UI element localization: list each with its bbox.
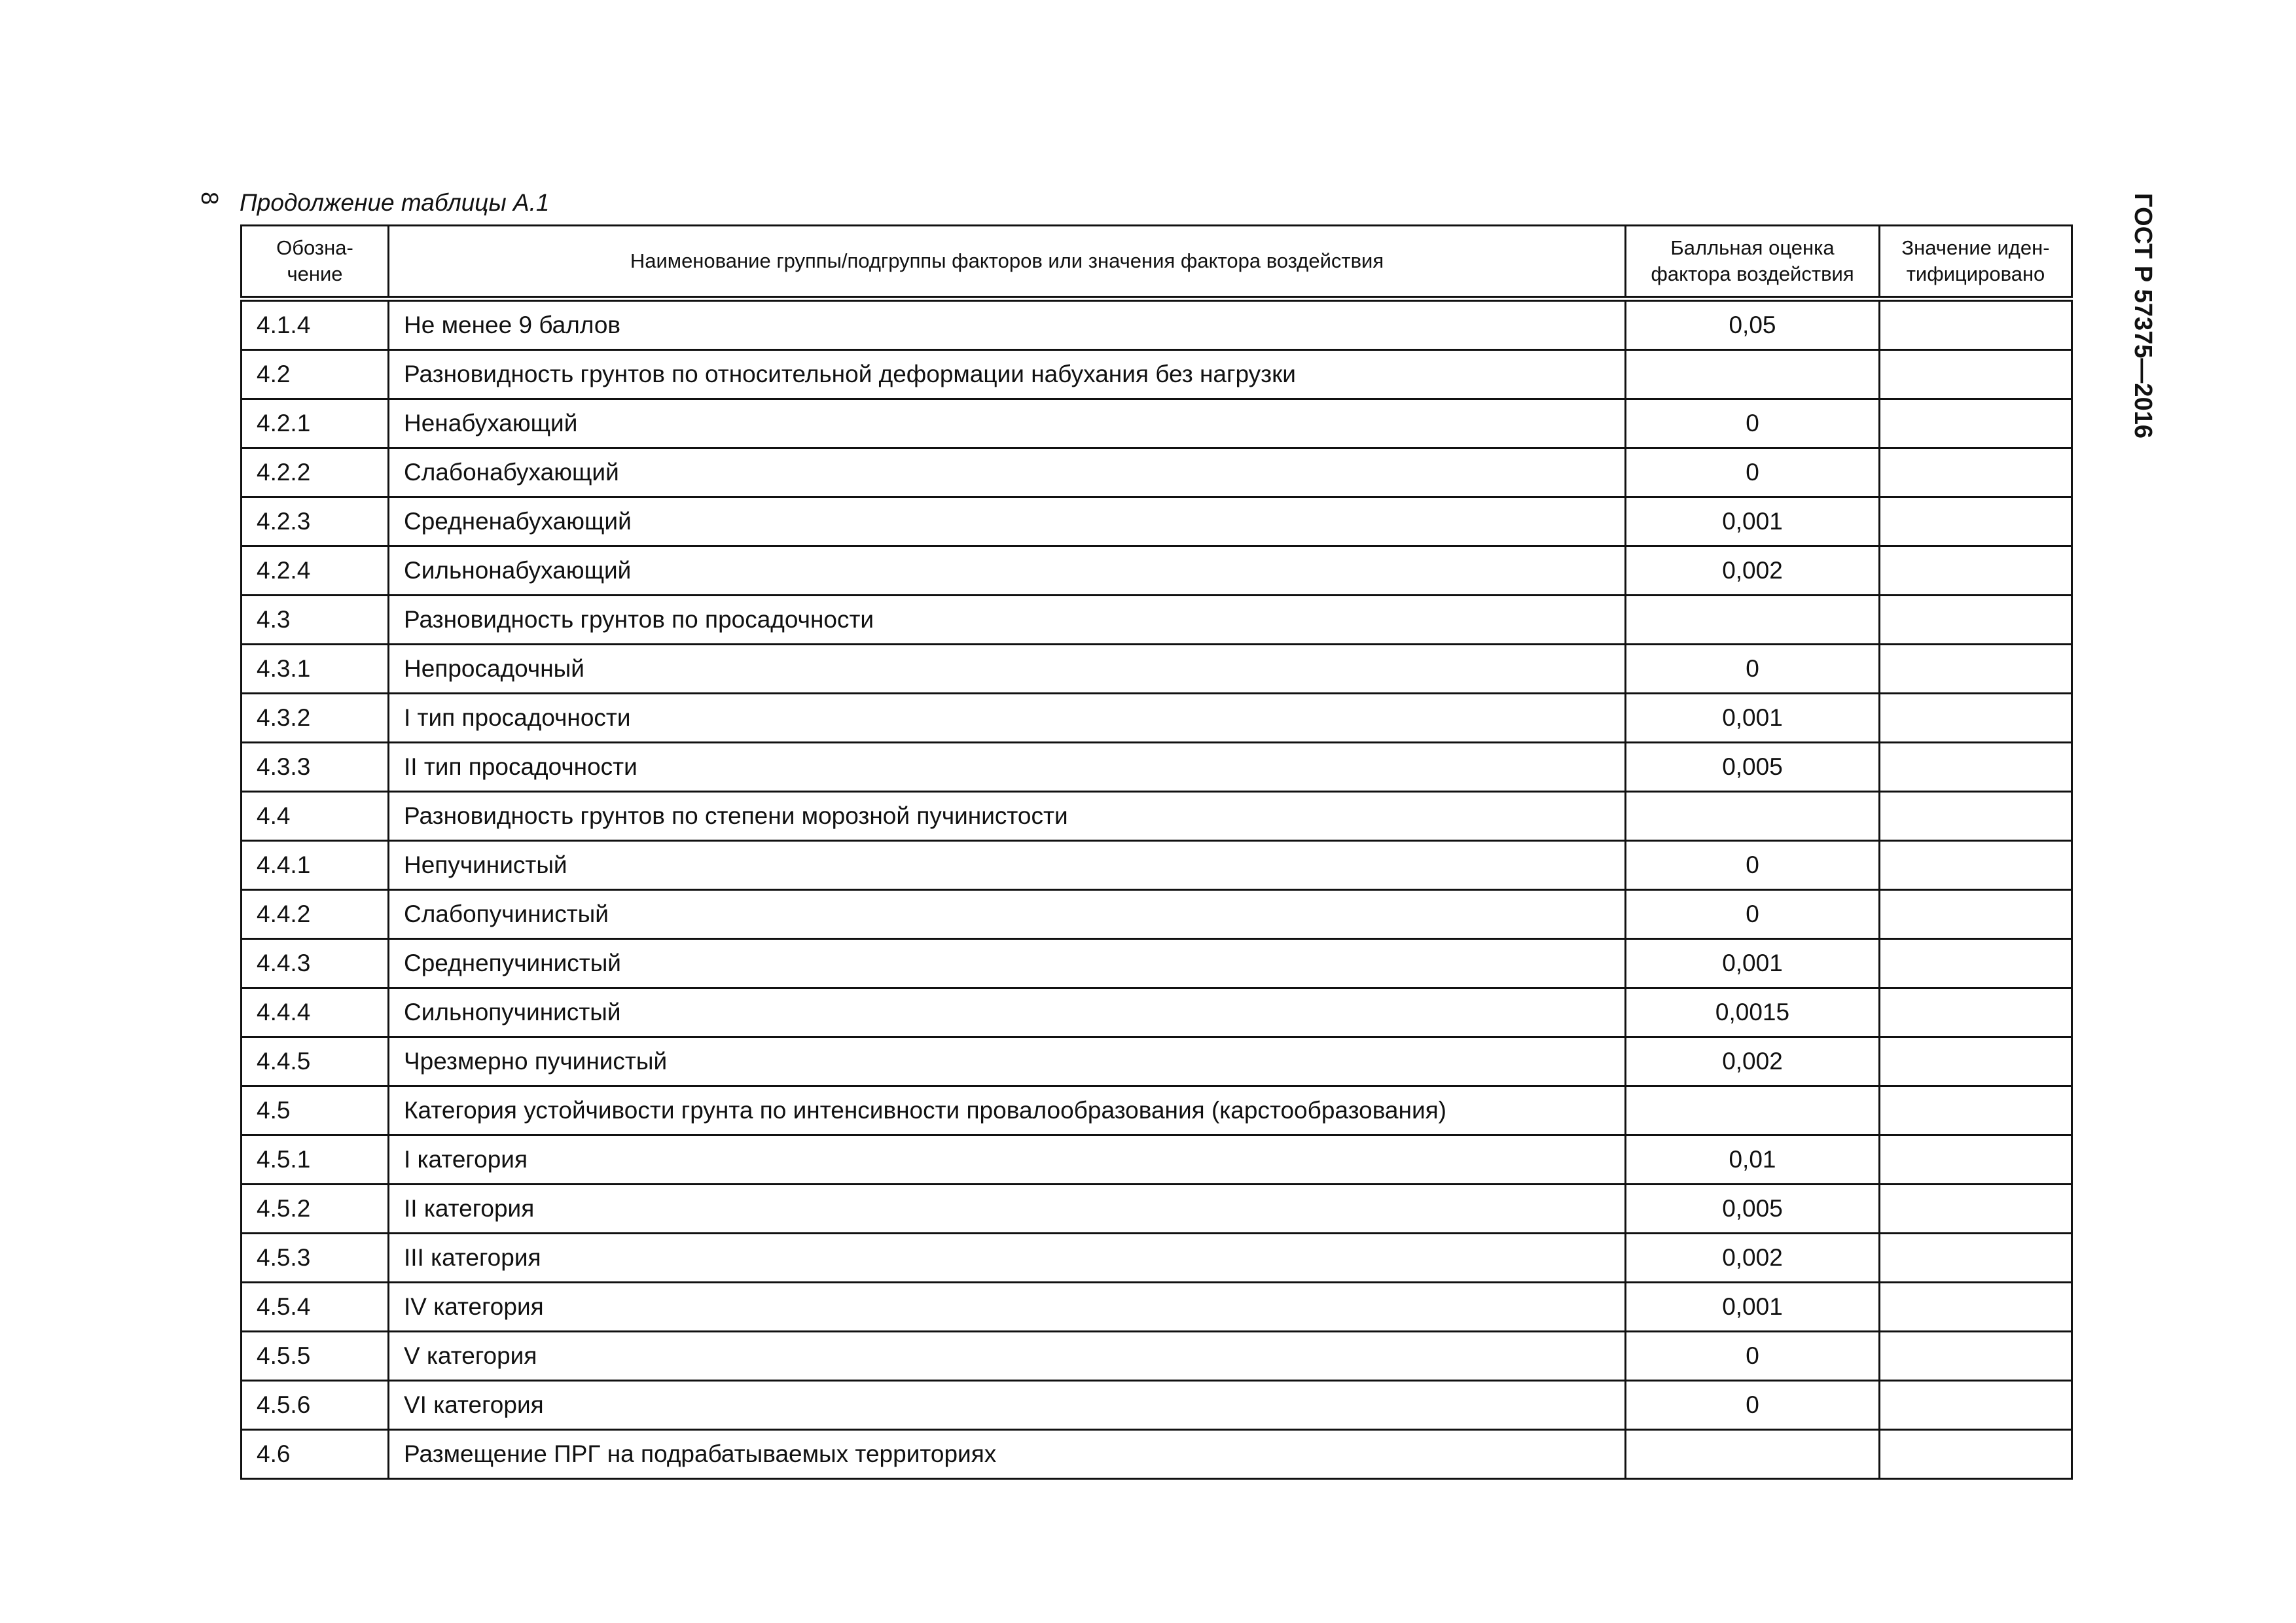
cell-score: 0,05 bbox=[1626, 299, 1880, 350]
cell-score: 0 bbox=[1626, 1381, 1880, 1430]
cell-name: Непучинистый bbox=[389, 841, 1626, 890]
cell-name: Слабопучинистый bbox=[389, 890, 1626, 939]
page-number: 8 bbox=[196, 191, 223, 205]
cell-identified bbox=[1880, 988, 2072, 1037]
cell-name: Среднепучинистый bbox=[389, 939, 1626, 988]
cell-identified bbox=[1880, 1234, 2072, 1283]
cell-code: 4.5.3 bbox=[242, 1234, 389, 1283]
table-row bbox=[242, 645, 2072, 694]
cell-identified bbox=[1880, 792, 2072, 841]
cell-identified bbox=[1880, 1086, 2072, 1135]
cell-identified bbox=[1880, 1283, 2072, 1332]
cell-name: VI категория bbox=[389, 1381, 1626, 1430]
column-header-name: Наименование группы/подгруппы факторов или значения фактора воздействия bbox=[389, 226, 1626, 299]
cell-score: 0 bbox=[1626, 890, 1880, 939]
cell-identified bbox=[1880, 1037, 2072, 1086]
cell-identified bbox=[1880, 546, 2072, 596]
cell-name: Категория устойчивости грунта по интенсивности провалообразования (карстообразования) bbox=[389, 1086, 1626, 1135]
cell-score: 0,001 bbox=[1626, 939, 1880, 988]
cell-name: V категория bbox=[389, 1332, 1626, 1381]
table-row bbox=[242, 1037, 2072, 1086]
cell-code: 4.2.4 bbox=[242, 546, 389, 596]
table-row bbox=[242, 939, 2072, 988]
table-row bbox=[242, 988, 2072, 1037]
cell-score bbox=[1626, 350, 1880, 399]
cell-identified bbox=[1880, 694, 2072, 743]
cell-score: 0,005 bbox=[1626, 743, 1880, 792]
cell-code: 4.5.4 bbox=[242, 1283, 389, 1332]
cell-identified bbox=[1880, 399, 2072, 448]
cell-code: 4.4.2 bbox=[242, 890, 389, 939]
cell-code: 4.4.5 bbox=[242, 1037, 389, 1086]
cell-name: I тип просадочности bbox=[389, 694, 1626, 743]
cell-name: Средненабухающий bbox=[389, 497, 1626, 546]
cell-identified bbox=[1880, 299, 2072, 350]
column-header-score: Балльная оценка фактора воздействия bbox=[1626, 226, 1880, 299]
cell-code: 4.5.6 bbox=[242, 1381, 389, 1430]
cell-identified bbox=[1880, 350, 2072, 399]
table-row bbox=[242, 1234, 2072, 1283]
table-row bbox=[242, 1135, 2072, 1185]
cell-name: Ненабухающий bbox=[389, 399, 1626, 448]
table-row bbox=[242, 890, 2072, 939]
cell-name: II категория bbox=[389, 1185, 1626, 1234]
cell-code: 4.5.5 bbox=[242, 1332, 389, 1381]
cell-identified bbox=[1880, 1135, 2072, 1185]
cell-score: 0,001 bbox=[1626, 694, 1880, 743]
cell-score: 0,001 bbox=[1626, 497, 1880, 546]
cell-score: 0,002 bbox=[1626, 1234, 1880, 1283]
cell-score: 0 bbox=[1626, 1332, 1880, 1381]
column-header-identified: Значение иден- тифицировано bbox=[1880, 226, 2072, 299]
cell-code: 4.5.2 bbox=[242, 1185, 389, 1234]
cell-code: 4.6 bbox=[242, 1430, 389, 1479]
cell-identified bbox=[1880, 890, 2072, 939]
document-id: ГОСТ Р 57375—2016 bbox=[2129, 193, 2157, 438]
cell-identified bbox=[1880, 1381, 2072, 1430]
cell-identified bbox=[1880, 1185, 2072, 1234]
cell-name: IV категория bbox=[389, 1283, 1626, 1332]
cell-score bbox=[1626, 792, 1880, 841]
cell-identified bbox=[1880, 841, 2072, 890]
cell-code: 4.3 bbox=[242, 596, 389, 645]
cell-code: 4.2.2 bbox=[242, 448, 389, 497]
cell-code: 4.3.2 bbox=[242, 694, 389, 743]
table-row bbox=[242, 743, 2072, 792]
cell-score: 0,01 bbox=[1626, 1135, 1880, 1185]
cell-name: Разновидность грунтов по относительной деформации набухания без нагрузки bbox=[389, 350, 1626, 399]
table-row bbox=[242, 497, 2072, 546]
cell-name: Сильнонабухающий bbox=[389, 546, 1626, 596]
table-row bbox=[242, 1381, 2072, 1430]
cell-score: 0,002 bbox=[1626, 546, 1880, 596]
cell-score: 0,001 bbox=[1626, 1283, 1880, 1332]
cell-name: Слабонабухающий bbox=[389, 448, 1626, 497]
table-row bbox=[242, 1430, 2072, 1479]
table-row bbox=[242, 792, 2072, 841]
cell-code: 4.2.1 bbox=[242, 399, 389, 448]
table-row bbox=[242, 299, 2072, 350]
table-row bbox=[242, 841, 2072, 890]
cell-identified bbox=[1880, 497, 2072, 546]
cell-code: 4.3.1 bbox=[242, 645, 389, 694]
cell-score: 0 bbox=[1626, 841, 1880, 890]
table-row bbox=[242, 448, 2072, 497]
cell-name: III категория bbox=[389, 1234, 1626, 1283]
cell-identified bbox=[1880, 448, 2072, 497]
cell-name: Не менее 9 баллов bbox=[389, 299, 1626, 350]
table-body bbox=[242, 299, 2072, 1479]
cell-name: Непросадочный bbox=[389, 645, 1626, 694]
table-header-row bbox=[242, 226, 2072, 299]
cell-score bbox=[1626, 596, 1880, 645]
factors-table bbox=[240, 224, 2073, 1480]
cell-code: 4.2 bbox=[242, 350, 389, 399]
table-row bbox=[242, 1283, 2072, 1332]
table-row bbox=[242, 350, 2072, 399]
cell-code: 4.5 bbox=[242, 1086, 389, 1135]
cell-identified bbox=[1880, 1430, 2072, 1479]
cell-code: 4.2.3 bbox=[242, 497, 389, 546]
table-caption: Продолжение таблицы А.1 bbox=[240, 189, 550, 216]
cell-identified bbox=[1880, 939, 2072, 988]
cell-name: I категория bbox=[389, 1135, 1626, 1185]
cell-code: 4.5.1 bbox=[242, 1135, 389, 1185]
table-row bbox=[242, 546, 2072, 596]
cell-score: 0 bbox=[1626, 645, 1880, 694]
table-row bbox=[242, 1086, 2072, 1135]
cell-score bbox=[1626, 1086, 1880, 1135]
cell-code: 4.4.1 bbox=[242, 841, 389, 890]
table-row bbox=[242, 596, 2072, 645]
table-row bbox=[242, 694, 2072, 743]
cell-score: 0 bbox=[1626, 448, 1880, 497]
cell-name: Чрезмерно пучинистый bbox=[389, 1037, 1626, 1086]
cell-code: 4.4 bbox=[242, 792, 389, 841]
cell-score: 0 bbox=[1626, 399, 1880, 448]
cell-score: 0,0015 bbox=[1626, 988, 1880, 1037]
cell-identified bbox=[1880, 1332, 2072, 1381]
cell-name: Разновидность грунтов по степени морозной пучинистости bbox=[389, 792, 1626, 841]
cell-name: II тип просадочности bbox=[389, 743, 1626, 792]
cell-code: 4.4.4 bbox=[242, 988, 389, 1037]
table-row bbox=[242, 399, 2072, 448]
cell-name: Сильнопучинистый bbox=[389, 988, 1626, 1037]
table-row bbox=[242, 1332, 2072, 1381]
cell-identified bbox=[1880, 596, 2072, 645]
cell-identified bbox=[1880, 743, 2072, 792]
cell-name: Размещение ПРГ на подрабатываемых территориях bbox=[389, 1430, 1626, 1479]
cell-code: 4.1.4 bbox=[242, 299, 389, 350]
cell-name: Разновидность грунтов по просадочности bbox=[389, 596, 1626, 645]
cell-score bbox=[1626, 1430, 1880, 1479]
column-header-code: Обозна- чение bbox=[242, 226, 389, 299]
cell-code: 4.3.3 bbox=[242, 743, 389, 792]
cell-score: 0,002 bbox=[1626, 1037, 1880, 1086]
cell-identified bbox=[1880, 645, 2072, 694]
table-row bbox=[242, 1185, 2072, 1234]
cell-code: 4.4.3 bbox=[242, 939, 389, 988]
cell-score: 0,005 bbox=[1626, 1185, 1880, 1234]
